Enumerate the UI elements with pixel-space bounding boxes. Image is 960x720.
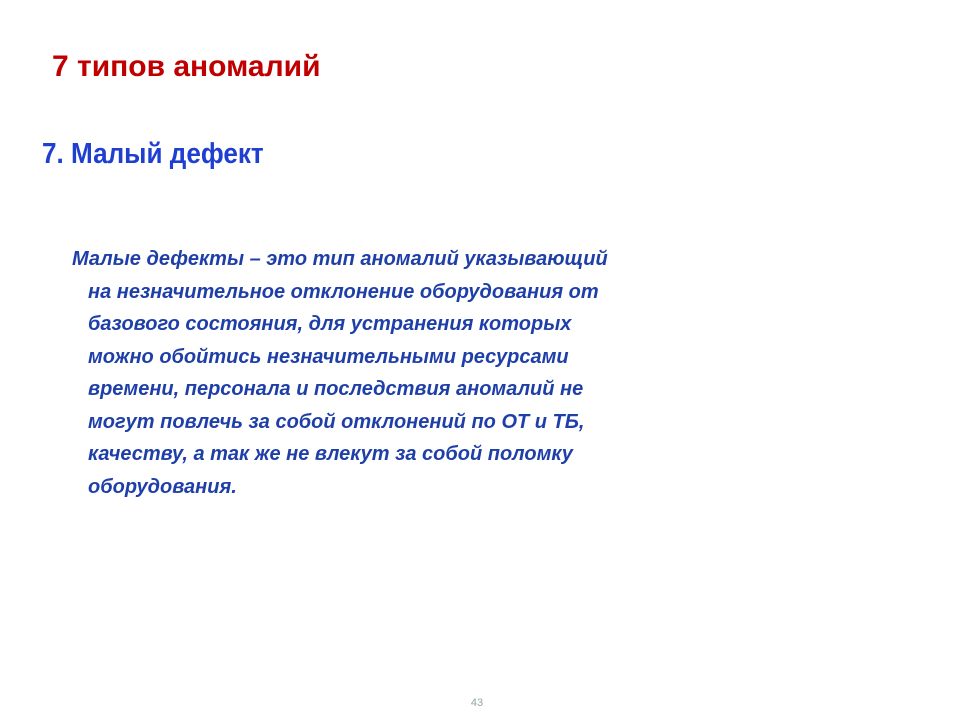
body-line: базового состояния, для устранения которых <box>88 313 572 335</box>
body-paragraph <box>72 243 748 503</box>
body-line: времени, персонала и последствия аномалий не <box>88 378 584 400</box>
body-line: Малые дефекты – это тип аномалий указывающий <box>72 248 608 270</box>
body-line: оборудования. <box>88 475 237 498</box>
body-line: на незначительное отклонение оборудования от <box>88 280 599 303</box>
body-line: качеству, а так же не влекут за собой поломку <box>88 443 573 465</box>
page-number: 43 <box>470 697 484 709</box>
body-line: могут повлечь за собой отклонений по ОТ и ТБ, <box>88 410 585 433</box>
body-line: можно обойтись незначительными ресурсами <box>88 345 569 368</box>
section-heading: 7. Малый дефект <box>42 138 264 170</box>
slide-title: 7 типов аномалий <box>52 50 321 83</box>
